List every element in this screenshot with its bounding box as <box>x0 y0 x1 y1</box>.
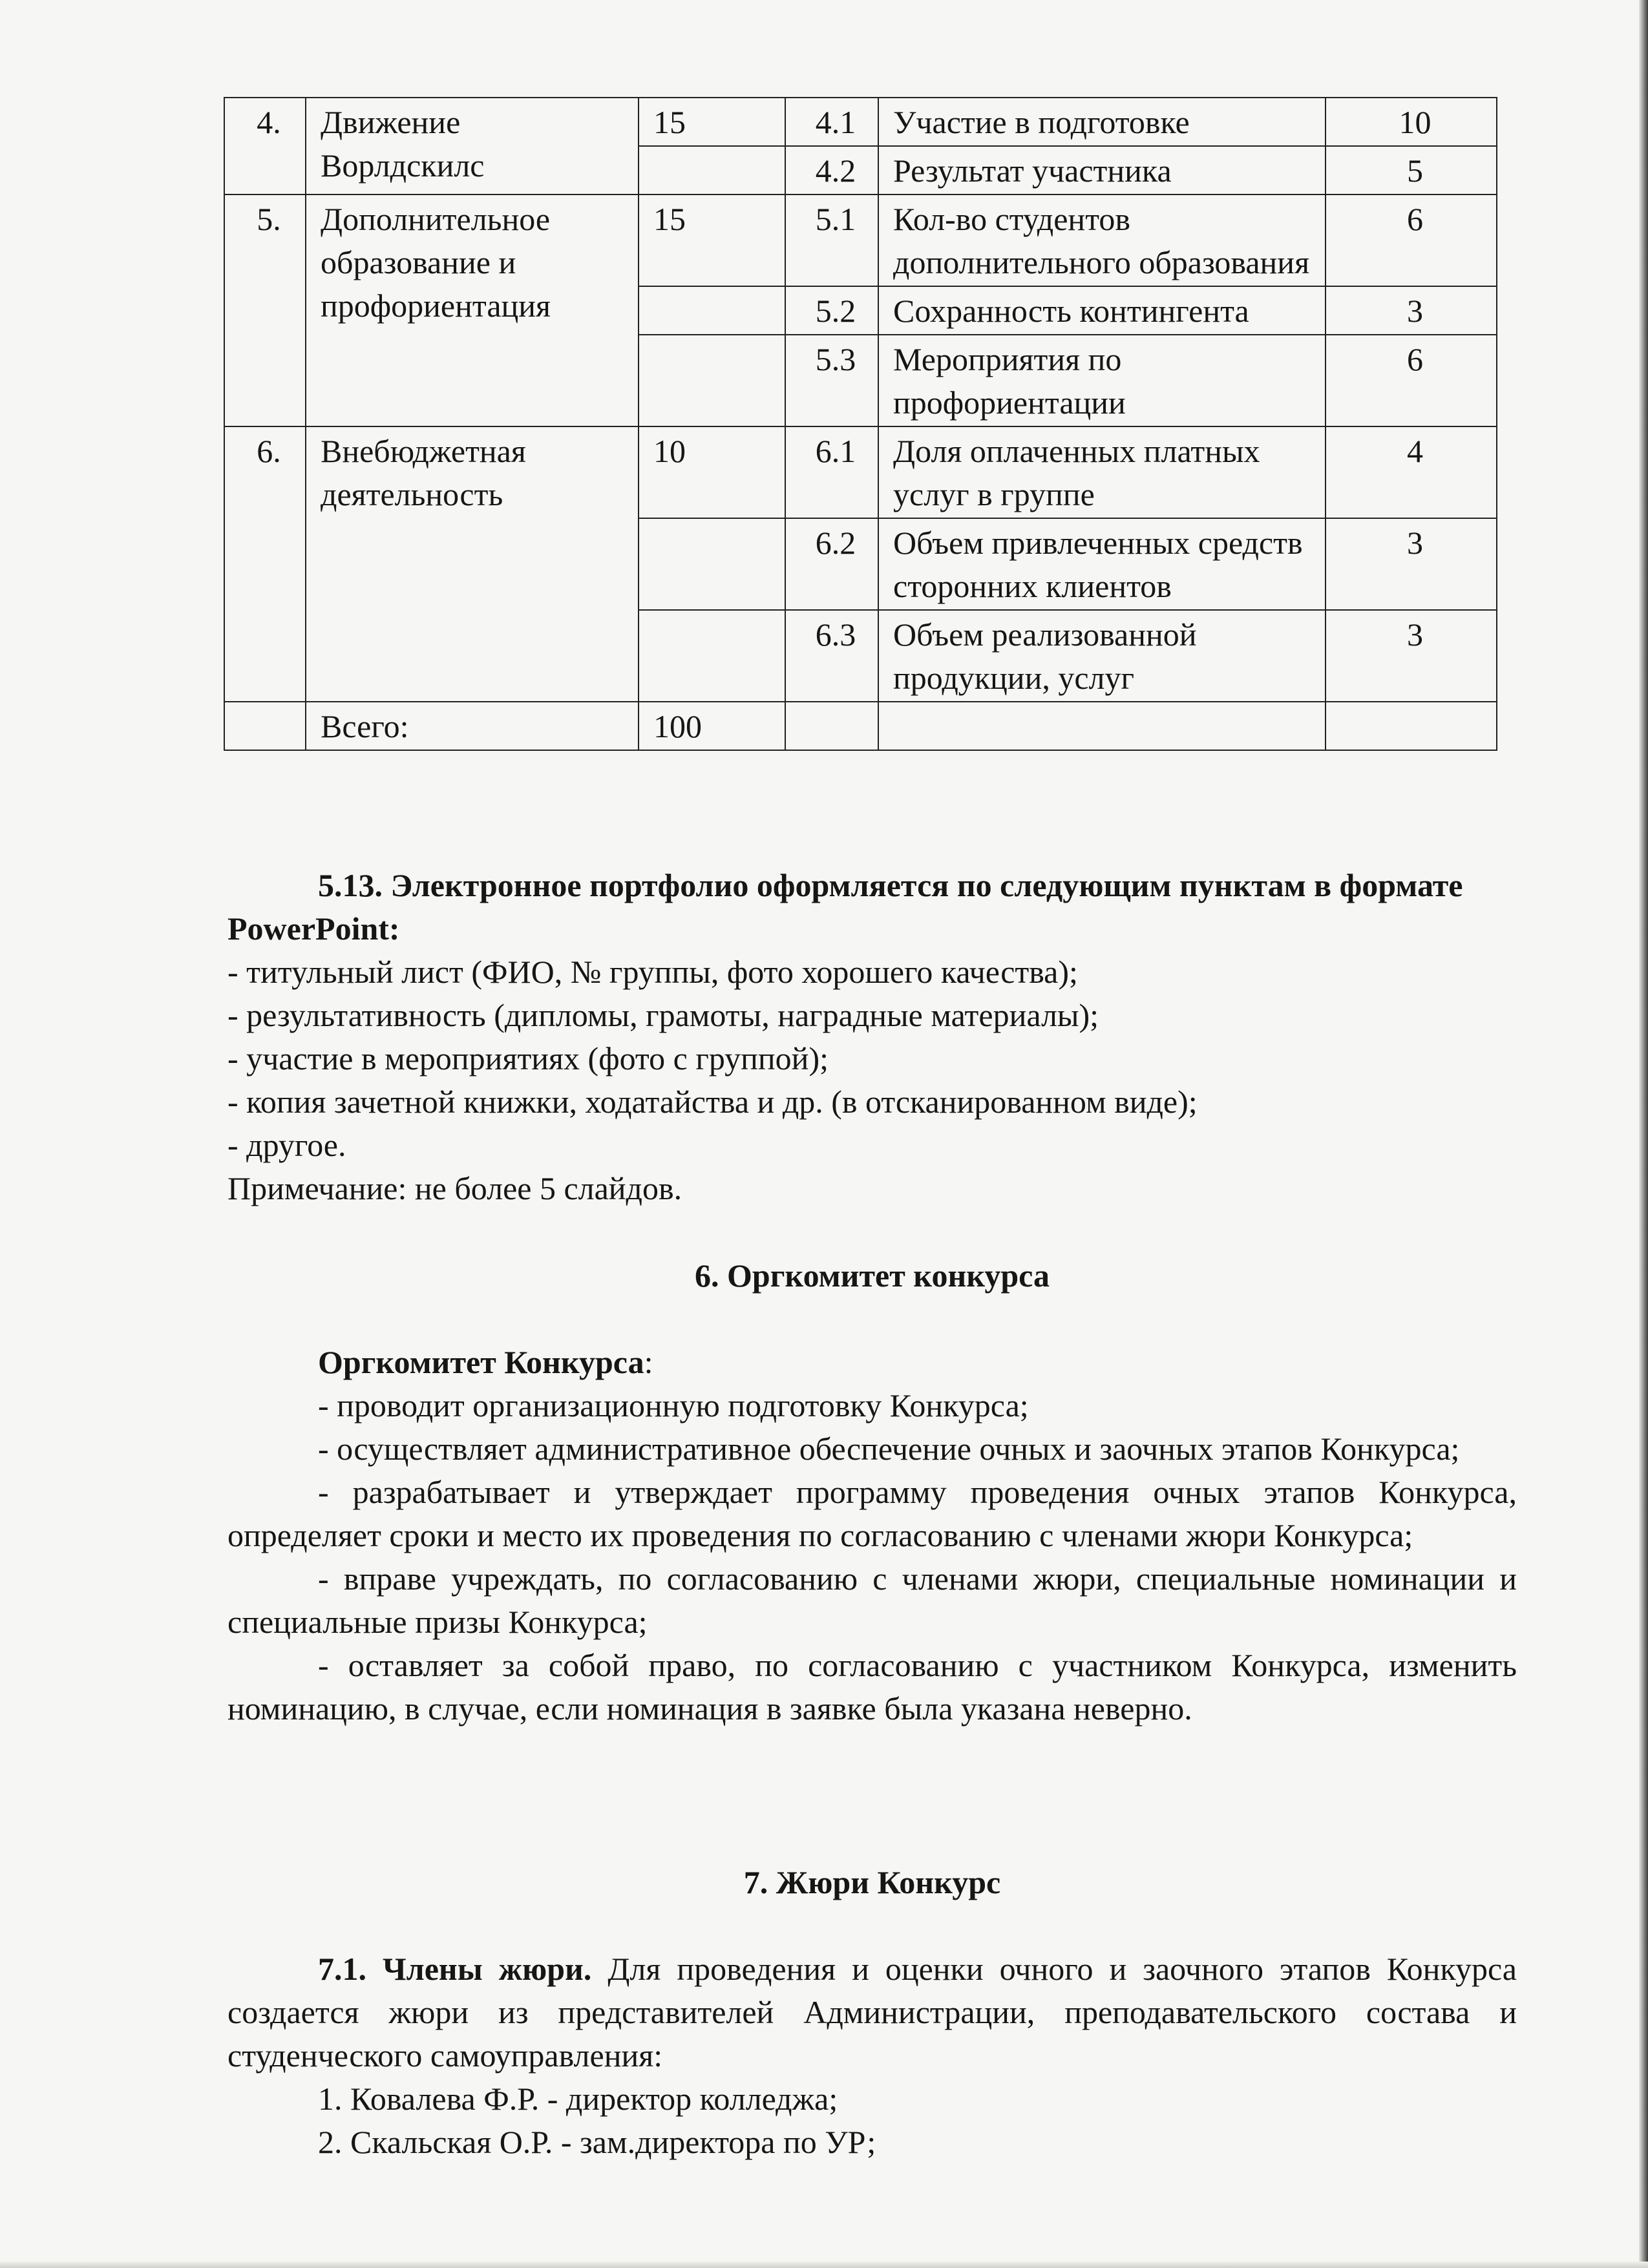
subcriterion-points: 3 <box>1326 518 1497 610</box>
jury-paragraph: 7.1. Члены жюри. Для проведения и оценки очного и заочного этапов Конкурса создается жюри из представителей Администрации, преподавательского состава и студенческого самоуправления: <box>227 1951 1517 2074</box>
empty-cell <box>1326 702 1497 750</box>
subcriterion-points: 3 <box>1326 610 1497 702</box>
criterion-name: Внебюджетная деятельность <box>306 426 639 702</box>
jury-member: 2. Скальская О.Р. - зам.директора по УР; <box>318 2124 876 2160</box>
section-7-body <box>227 1948 1517 2164</box>
subcriterion-code: 5.1 <box>785 194 878 286</box>
subcriterion-code: 4.1 <box>785 98 878 146</box>
empty-cell <box>878 702 1326 750</box>
subcriterion-label: Мероприятия по профориентации <box>878 335 1326 426</box>
total-label: Всего: <box>306 702 639 750</box>
list-item: - вправе учреждать, по согласованию с членами жюри, специальные номинации и специальные призы Конкурса; <box>227 1560 1517 1640</box>
criteria-table <box>224 97 1497 751</box>
criterion-number: 5. <box>224 194 306 426</box>
criterion-weight: 15 <box>639 98 785 146</box>
subcriterion-points: 5 <box>1326 146 1497 194</box>
section-6-title: 6. Оргкомитет конкурса <box>695 1257 1050 1294</box>
portfolio-section <box>227 864 1517 1210</box>
scan-edge-bottom <box>0 2262 1648 2268</box>
subcriterion-label: Результат участника <box>878 146 1326 194</box>
empty-cell <box>639 610 785 702</box>
list-item: - оставляет за собой право, по согласованию с участником Конкурса, изменить номинацию, в случае, если номинация в заявке была указана неверно. <box>227 1647 1517 1727</box>
criterion-number: 6. <box>224 426 306 702</box>
empty-cell <box>639 146 785 194</box>
subcriterion-code: 4.2 <box>785 146 878 194</box>
list-item: - результативность (дипломы, грамоты, наградные материалы); <box>227 997 1099 1033</box>
table-row <box>224 98 1497 146</box>
subcriterion-code: 6.1 <box>785 426 878 518</box>
subcriterion-label: Объем привлеченных средств сторонних клиентов <box>878 518 1326 610</box>
total-value: 100 <box>639 702 785 750</box>
empty-cell <box>639 286 785 335</box>
criterion-name: Дополнительное образование и профориентация <box>306 194 639 426</box>
subcriterion-points: 4 <box>1326 426 1497 518</box>
jury-member: 1. Ковалева Ф.Р. - директор колледжа; <box>318 2081 838 2117</box>
portfolio-heading: 5.13. Электронное портфолио оформляется по следующим пунктам в формате PowerPoint: <box>227 867 1463 947</box>
section-7-title: 7. Жюри Конкурс <box>743 1864 1001 1900</box>
criterion-number: 4. <box>224 98 306 194</box>
list-item: - проводит организационную подготовку Конкурса; <box>318 1387 1029 1423</box>
subcriterion-points: 6 <box>1326 335 1497 426</box>
table-row <box>224 194 1497 286</box>
empty-cell <box>639 335 785 426</box>
section-6-title-block <box>227 1254 1517 1297</box>
subcriterion-label: Сохранность контингента <box>878 286 1326 335</box>
criterion-weight: 10 <box>639 426 785 518</box>
empty-cell <box>785 702 878 750</box>
subcriterion-code: 5.3 <box>785 335 878 426</box>
subcriterion-label: Кол-во студентов дополнительного образования <box>878 194 1326 286</box>
subcriterion-points: 3 <box>1326 286 1497 335</box>
portfolio-note: Примечание: не более 5 слайдов. <box>227 1170 682 1206</box>
list-item: - разрабатывает и утверждает программу проведения очных этапов Конкурса, определяет сроки и место их проведения по согласованию с членами жюри Конкурса; <box>227 1474 1517 1553</box>
subcriterion-code: 6.2 <box>785 518 878 610</box>
section-6-body <box>227 1341 1517 1730</box>
list-item: - осуществляет административное обеспечение очных и заочных этапов Конкурса; <box>318 1431 1460 1467</box>
list-item: - участие в мероприятиях (фото с группой); <box>227 1040 829 1076</box>
subcriterion-points: 6 <box>1326 194 1497 286</box>
criterion-name: Движение Ворлдскилс <box>306 98 639 194</box>
list-item: - копия зачетной книжки, ходатайства и др. (в отсканированном виде); <box>227 1084 1198 1120</box>
subcriterion-points: 10 <box>1326 98 1497 146</box>
section-6-lead: Оргкомитет Конкурса: <box>318 1344 653 1380</box>
section-7-title-block <box>227 1861 1517 1904</box>
scan-edge-right <box>1639 0 1648 2268</box>
table-row <box>224 426 1497 518</box>
empty-cell <box>639 518 785 610</box>
subcriterion-label: Участие в подготовке <box>878 98 1326 146</box>
subcriterion-code: 5.2 <box>785 286 878 335</box>
list-item: - титульный лист (ФИО, № группы, фото хорошего качества); <box>227 954 1078 990</box>
table-total-row <box>224 702 1497 750</box>
criterion-weight: 15 <box>639 194 785 286</box>
empty-cell <box>224 702 306 750</box>
subcriterion-code: 6.3 <box>785 610 878 702</box>
subcriterion-label: Объем реализованной продукции, услуг <box>878 610 1326 702</box>
subcriterion-label: Доля оплаченных платных услуг в группе <box>878 426 1326 518</box>
list-item: - другое. <box>227 1127 346 1163</box>
